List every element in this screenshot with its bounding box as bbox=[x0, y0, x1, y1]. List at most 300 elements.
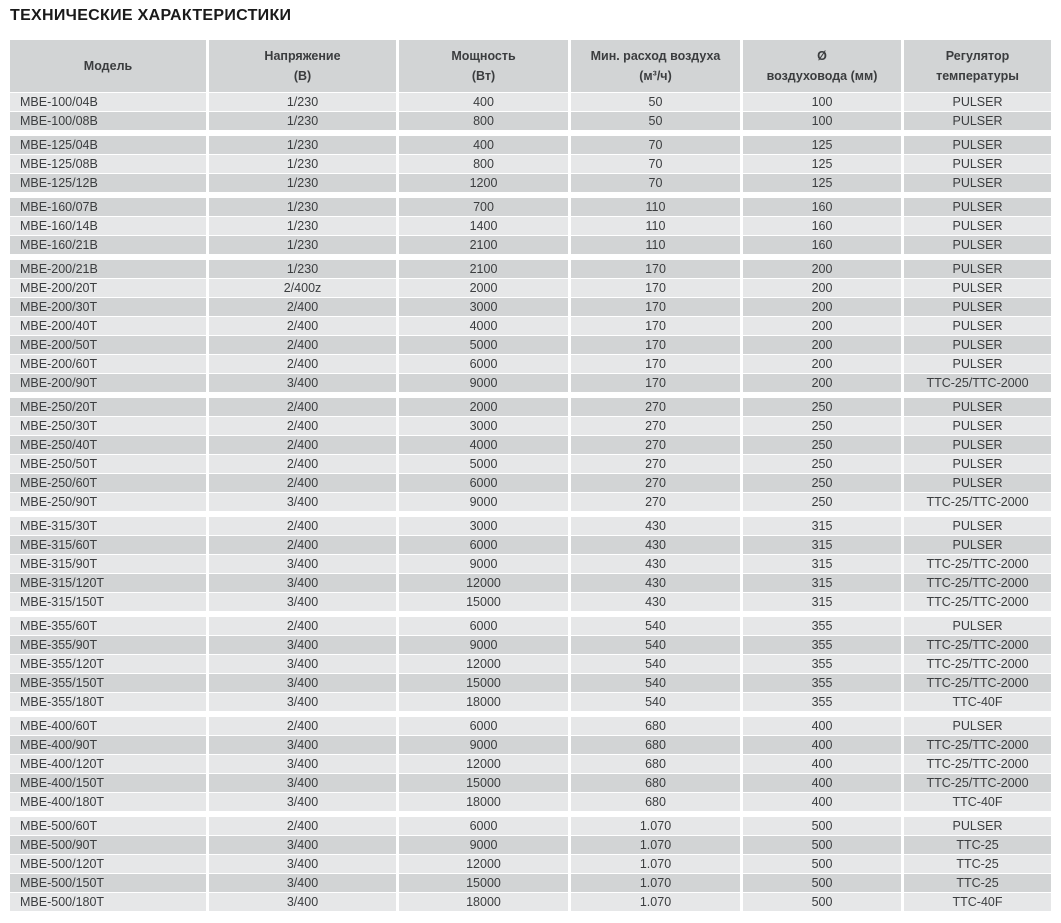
cell-airflow: 680 bbox=[571, 793, 740, 811]
table-row bbox=[10, 112, 1051, 130]
cell-regulator: PULSER bbox=[904, 93, 1051, 111]
cell-airflow: 170 bbox=[571, 317, 740, 335]
cell-diameter: 315 bbox=[743, 593, 901, 611]
cell-voltage: 3/400 bbox=[209, 793, 396, 811]
cell-diameter: 250 bbox=[743, 474, 901, 492]
cell-power: 9000 bbox=[399, 555, 568, 573]
cell-voltage: 2/400 bbox=[209, 536, 396, 554]
cell-power: 18000 bbox=[399, 693, 568, 711]
cell-model: MBE-160/14B bbox=[10, 217, 206, 235]
table-row bbox=[10, 593, 1051, 611]
cell-airflow: 270 bbox=[571, 398, 740, 416]
table-body bbox=[10, 93, 1051, 911]
cell-airflow: 70 bbox=[571, 136, 740, 154]
cell-voltage: 3/400 bbox=[209, 855, 396, 873]
cell-voltage: 2/400 bbox=[209, 317, 396, 335]
cell-voltage: 3/400 bbox=[209, 574, 396, 592]
column-header-line: Ø bbox=[817, 49, 827, 63]
cell-airflow: 680 bbox=[571, 736, 740, 754]
cell-voltage: 2/400 bbox=[209, 717, 396, 735]
cell-power: 2100 bbox=[399, 236, 568, 254]
cell-model: MBE-500/150T bbox=[10, 874, 206, 892]
table-row bbox=[10, 555, 1051, 573]
cell-regulator: PULSER bbox=[904, 474, 1051, 492]
cell-model: MBE-400/120T bbox=[10, 755, 206, 773]
cell-diameter: 355 bbox=[743, 693, 901, 711]
cell-airflow: 70 bbox=[571, 174, 740, 192]
cell-airflow: 50 bbox=[571, 112, 740, 130]
cell-model: MBE-355/90T bbox=[10, 636, 206, 654]
cell-airflow: 170 bbox=[571, 336, 740, 354]
cell-diameter: 355 bbox=[743, 617, 901, 635]
table-row bbox=[10, 717, 1051, 735]
table-row bbox=[10, 755, 1051, 773]
cell-power: 15000 bbox=[399, 593, 568, 611]
cell-model: MBE-500/60T bbox=[10, 817, 206, 835]
cell-regulator: PULSER bbox=[904, 355, 1051, 373]
cell-diameter: 160 bbox=[743, 236, 901, 254]
cell-model: MBE-355/60T bbox=[10, 617, 206, 635]
table-row bbox=[10, 693, 1051, 711]
cell-model: MBE-250/60T bbox=[10, 474, 206, 492]
table-row bbox=[10, 493, 1051, 511]
cell-model: MBE-250/40T bbox=[10, 436, 206, 454]
cell-regulator: TTC-25/TTC-2000 bbox=[904, 736, 1051, 754]
cell-regulator: TTC-25/TTC-2000 bbox=[904, 755, 1051, 773]
cell-regulator: PULSER bbox=[904, 155, 1051, 173]
table-row bbox=[10, 260, 1051, 278]
cell-voltage: 2/400 bbox=[209, 455, 396, 473]
spec-table bbox=[10, 40, 1051, 911]
column-header-regulator bbox=[904, 40, 1051, 92]
table-row bbox=[10, 436, 1051, 454]
cell-airflow: 430 bbox=[571, 574, 740, 592]
cell-voltage: 3/400 bbox=[209, 874, 396, 892]
cell-diameter: 400 bbox=[743, 736, 901, 754]
cell-diameter: 125 bbox=[743, 155, 901, 173]
cell-model: MBE-400/150T bbox=[10, 774, 206, 792]
cell-voltage: 1/230 bbox=[209, 155, 396, 173]
cell-power: 9000 bbox=[399, 374, 568, 392]
cell-power: 1200 bbox=[399, 174, 568, 192]
cell-voltage: 3/400 bbox=[209, 555, 396, 573]
cell-power: 9000 bbox=[399, 493, 568, 511]
cell-airflow: 70 bbox=[571, 155, 740, 173]
cell-regulator: TTC-25/TTC-2000 bbox=[904, 636, 1051, 654]
cell-power: 12000 bbox=[399, 574, 568, 592]
cell-voltage: 1/230 bbox=[209, 136, 396, 154]
cell-power: 6000 bbox=[399, 617, 568, 635]
table-row bbox=[10, 355, 1051, 373]
cell-airflow: 270 bbox=[571, 493, 740, 511]
cell-regulator: PULSER bbox=[904, 236, 1051, 254]
table-row bbox=[10, 198, 1051, 216]
row-group bbox=[10, 717, 1051, 811]
cell-regulator: TTC-25/TTC-2000 bbox=[904, 374, 1051, 392]
table-header-row bbox=[10, 40, 1051, 92]
cell-airflow: 1.070 bbox=[571, 836, 740, 854]
cell-model: MBE-315/150T bbox=[10, 593, 206, 611]
cell-voltage: 2/400 bbox=[209, 617, 396, 635]
cell-airflow: 270 bbox=[571, 474, 740, 492]
cell-power: 800 bbox=[399, 112, 568, 130]
cell-regulator: PULSER bbox=[904, 455, 1051, 473]
cell-power: 18000 bbox=[399, 793, 568, 811]
column-header-line: Мин. расход воздуха bbox=[590, 49, 721, 63]
cell-voltage: 3/400 bbox=[209, 893, 396, 911]
cell-airflow: 1.070 bbox=[571, 855, 740, 873]
column-header-line: Мощность bbox=[451, 49, 516, 63]
table-row bbox=[10, 855, 1051, 873]
cell-diameter: 200 bbox=[743, 355, 901, 373]
cell-power: 1400 bbox=[399, 217, 568, 235]
table-row bbox=[10, 674, 1051, 692]
cell-power: 12000 bbox=[399, 655, 568, 673]
cell-power: 5000 bbox=[399, 336, 568, 354]
cell-voltage: 2/400 bbox=[209, 398, 396, 416]
cell-diameter: 315 bbox=[743, 536, 901, 554]
cell-model: MBE-315/90T bbox=[10, 555, 206, 573]
cell-diameter: 200 bbox=[743, 374, 901, 392]
table-row bbox=[10, 279, 1051, 297]
cell-airflow: 50 bbox=[571, 93, 740, 111]
cell-diameter: 200 bbox=[743, 317, 901, 335]
table-row bbox=[10, 836, 1051, 854]
cell-power: 2000 bbox=[399, 279, 568, 297]
cell-regulator: PULSER bbox=[904, 517, 1051, 535]
cell-diameter: 500 bbox=[743, 817, 901, 835]
table-row bbox=[10, 174, 1051, 192]
cell-diameter: 500 bbox=[743, 855, 901, 873]
cell-regulator: TTC-40F bbox=[904, 793, 1051, 811]
table-row bbox=[10, 517, 1051, 535]
cell-model: MBE-250/90T bbox=[10, 493, 206, 511]
cell-voltage: 3/400 bbox=[209, 693, 396, 711]
cell-power: 18000 bbox=[399, 893, 568, 911]
cell-airflow: 540 bbox=[571, 693, 740, 711]
table-row bbox=[10, 93, 1051, 111]
table-row bbox=[10, 793, 1051, 811]
cell-power: 400 bbox=[399, 136, 568, 154]
column-header-diameter bbox=[743, 40, 901, 92]
cell-model: MBE-200/60T bbox=[10, 355, 206, 373]
cell-regulator: TTC-25/TTC-2000 bbox=[904, 555, 1051, 573]
cell-regulator: PULSER bbox=[904, 717, 1051, 735]
cell-power: 5000 bbox=[399, 455, 568, 473]
cell-model: MBE-125/12B bbox=[10, 174, 206, 192]
cell-regulator: TTC-25/TTC-2000 bbox=[904, 593, 1051, 611]
cell-voltage: 3/400 bbox=[209, 493, 396, 511]
cell-airflow: 430 bbox=[571, 593, 740, 611]
cell-power: 6000 bbox=[399, 355, 568, 373]
cell-voltage: 2/400 bbox=[209, 355, 396, 373]
column-header-line: Модель bbox=[83, 59, 133, 73]
cell-airflow: 540 bbox=[571, 655, 740, 673]
cell-model: MBE-250/30T bbox=[10, 417, 206, 435]
column-header-line: Регулятор bbox=[945, 49, 1010, 63]
cell-power: 4000 bbox=[399, 317, 568, 335]
cell-regulator: TTC-25/TTC-2000 bbox=[904, 674, 1051, 692]
cell-airflow: 170 bbox=[571, 355, 740, 373]
cell-diameter: 315 bbox=[743, 555, 901, 573]
cell-model: MBE-500/180T bbox=[10, 893, 206, 911]
cell-model: MBE-500/90T bbox=[10, 836, 206, 854]
cell-voltage: 3/400 bbox=[209, 593, 396, 611]
cell-airflow: 170 bbox=[571, 260, 740, 278]
cell-voltage: 3/400 bbox=[209, 655, 396, 673]
cell-power: 9000 bbox=[399, 736, 568, 754]
cell-voltage: 1/230 bbox=[209, 260, 396, 278]
cell-regulator: PULSER bbox=[904, 536, 1051, 554]
cell-airflow: 680 bbox=[571, 717, 740, 735]
row-group bbox=[10, 198, 1051, 254]
cell-model: MBE-355/180T bbox=[10, 693, 206, 711]
row-group bbox=[10, 817, 1051, 911]
cell-model: MBE-250/20T bbox=[10, 398, 206, 416]
cell-airflow: 680 bbox=[571, 755, 740, 773]
row-group bbox=[10, 93, 1051, 130]
cell-voltage: 1/230 bbox=[209, 217, 396, 235]
cell-model: MBE-355/120T bbox=[10, 655, 206, 673]
cell-regulator: PULSER bbox=[904, 112, 1051, 130]
cell-airflow: 110 bbox=[571, 217, 740, 235]
cell-airflow: 1.070 bbox=[571, 893, 740, 911]
row-group bbox=[10, 260, 1051, 392]
cell-regulator: TTC-40F bbox=[904, 893, 1051, 911]
row-group bbox=[10, 136, 1051, 192]
cell-power: 12000 bbox=[399, 755, 568, 773]
cell-voltage: 2/400 bbox=[209, 817, 396, 835]
table-row bbox=[10, 893, 1051, 911]
cell-regulator: TTC-25/TTC-2000 bbox=[904, 655, 1051, 673]
table-row bbox=[10, 455, 1051, 473]
cell-diameter: 500 bbox=[743, 874, 901, 892]
cell-voltage: 2/400 bbox=[209, 417, 396, 435]
cell-regulator: PULSER bbox=[904, 336, 1051, 354]
table-row bbox=[10, 774, 1051, 792]
cell-regulator: TTC-25/TTC-2000 bbox=[904, 493, 1051, 511]
cell-model: MBE-125/04B bbox=[10, 136, 206, 154]
column-header-line: (В) bbox=[293, 69, 312, 83]
cell-diameter: 125 bbox=[743, 174, 901, 192]
cell-model: MBE-500/120T bbox=[10, 855, 206, 873]
cell-airflow: 430 bbox=[571, 536, 740, 554]
table-row bbox=[10, 236, 1051, 254]
cell-power: 6000 bbox=[399, 817, 568, 835]
cell-diameter: 315 bbox=[743, 517, 901, 535]
cell-voltage: 2/400z bbox=[209, 279, 396, 297]
cell-voltage: 1/230 bbox=[209, 112, 396, 130]
cell-airflow: 540 bbox=[571, 617, 740, 635]
cell-model: MBE-200/50T bbox=[10, 336, 206, 354]
table-row bbox=[10, 817, 1051, 835]
cell-model: MBE-250/50T bbox=[10, 455, 206, 473]
cell-regulator: PULSER bbox=[904, 298, 1051, 316]
cell-voltage: 1/230 bbox=[209, 93, 396, 111]
cell-diameter: 160 bbox=[743, 217, 901, 235]
cell-diameter: 100 bbox=[743, 112, 901, 130]
cell-model: MBE-160/21B bbox=[10, 236, 206, 254]
cell-regulator: PULSER bbox=[904, 817, 1051, 835]
cell-power: 6000 bbox=[399, 717, 568, 735]
cell-power: 3000 bbox=[399, 517, 568, 535]
cell-airflow: 680 bbox=[571, 774, 740, 792]
cell-diameter: 100 bbox=[743, 93, 901, 111]
cell-power: 9000 bbox=[399, 836, 568, 854]
table-row bbox=[10, 317, 1051, 335]
cell-model: MBE-200/40T bbox=[10, 317, 206, 335]
cell-diameter: 355 bbox=[743, 674, 901, 692]
cell-voltage: 2/400 bbox=[209, 336, 396, 354]
cell-regulator: PULSER bbox=[904, 317, 1051, 335]
cell-airflow: 270 bbox=[571, 436, 740, 454]
cell-model: MBE-200/21B bbox=[10, 260, 206, 278]
cell-diameter: 200 bbox=[743, 336, 901, 354]
cell-model: MBE-100/04B bbox=[10, 93, 206, 111]
cell-power: 3000 bbox=[399, 298, 568, 316]
cell-airflow: 270 bbox=[571, 417, 740, 435]
cell-diameter: 200 bbox=[743, 298, 901, 316]
column-header-line: (Вт) bbox=[471, 69, 496, 83]
cell-voltage: 1/230 bbox=[209, 236, 396, 254]
cell-diameter: 355 bbox=[743, 655, 901, 673]
table-row bbox=[10, 536, 1051, 554]
cell-diameter: 250 bbox=[743, 493, 901, 511]
cell-model: MBE-200/30T bbox=[10, 298, 206, 316]
cell-diameter: 250 bbox=[743, 398, 901, 416]
cell-power: 400 bbox=[399, 93, 568, 111]
table-row bbox=[10, 636, 1051, 654]
cell-diameter: 500 bbox=[743, 836, 901, 854]
cell-voltage: 2/400 bbox=[209, 298, 396, 316]
cell-diameter: 400 bbox=[743, 774, 901, 792]
cell-regulator: PULSER bbox=[904, 417, 1051, 435]
column-header-model bbox=[10, 40, 206, 92]
cell-voltage: 3/400 bbox=[209, 774, 396, 792]
table-row bbox=[10, 136, 1051, 154]
cell-airflow: 430 bbox=[571, 517, 740, 535]
table-row bbox=[10, 655, 1051, 673]
cell-airflow: 170 bbox=[571, 374, 740, 392]
table-row bbox=[10, 336, 1051, 354]
cell-power: 15000 bbox=[399, 674, 568, 692]
cell-voltage: 2/400 bbox=[209, 436, 396, 454]
cell-voltage: 3/400 bbox=[209, 755, 396, 773]
cell-diameter: 500 bbox=[743, 893, 901, 911]
cell-voltage: 1/230 bbox=[209, 174, 396, 192]
cell-power: 800 bbox=[399, 155, 568, 173]
cell-diameter: 400 bbox=[743, 755, 901, 773]
column-header-line: Напряжение bbox=[264, 49, 341, 63]
table-row bbox=[10, 736, 1051, 754]
cell-regulator: TTC-25 bbox=[904, 874, 1051, 892]
cell-model: MBE-125/08B bbox=[10, 155, 206, 173]
cell-diameter: 125 bbox=[743, 136, 901, 154]
cell-model: MBE-160/07B bbox=[10, 198, 206, 216]
cell-airflow: 170 bbox=[571, 298, 740, 316]
cell-airflow: 1.070 bbox=[571, 874, 740, 892]
cell-model: MBE-100/08B bbox=[10, 112, 206, 130]
cell-airflow: 270 bbox=[571, 455, 740, 473]
column-header-power bbox=[399, 40, 568, 92]
cell-airflow: 110 bbox=[571, 198, 740, 216]
cell-airflow: 110 bbox=[571, 236, 740, 254]
cell-airflow: 170 bbox=[571, 279, 740, 297]
cell-model: MBE-200/20T bbox=[10, 279, 206, 297]
cell-model: MBE-400/60T bbox=[10, 717, 206, 735]
row-group bbox=[10, 398, 1051, 511]
cell-regulator: PULSER bbox=[904, 279, 1051, 297]
column-header-line: (м³/ч) bbox=[639, 69, 672, 83]
cell-power: 700 bbox=[399, 198, 568, 216]
cell-model: MBE-400/90T bbox=[10, 736, 206, 754]
cell-airflow: 540 bbox=[571, 636, 740, 654]
cell-diameter: 250 bbox=[743, 417, 901, 435]
cell-regulator: PULSER bbox=[904, 398, 1051, 416]
cell-power: 12000 bbox=[399, 855, 568, 873]
table-row bbox=[10, 474, 1051, 492]
table-row bbox=[10, 155, 1051, 173]
cell-power: 6000 bbox=[399, 536, 568, 554]
page-title: ТЕХНИЧЕСКИЕ ХАРАКТЕРИСТИКИ bbox=[10, 7, 292, 24]
cell-regulator: TTC-25 bbox=[904, 836, 1051, 854]
table-row bbox=[10, 298, 1051, 316]
cell-airflow: 540 bbox=[571, 674, 740, 692]
cell-diameter: 355 bbox=[743, 636, 901, 654]
cell-diameter: 400 bbox=[743, 793, 901, 811]
table-row bbox=[10, 417, 1051, 435]
cell-airflow: 1.070 bbox=[571, 817, 740, 835]
cell-power: 9000 bbox=[399, 636, 568, 654]
cell-regulator: TTC-25 bbox=[904, 855, 1051, 873]
cell-voltage: 2/400 bbox=[209, 474, 396, 492]
cell-model: MBE-315/120T bbox=[10, 574, 206, 592]
cell-power: 3000 bbox=[399, 417, 568, 435]
cell-voltage: 1/230 bbox=[209, 198, 396, 216]
cell-power: 2000 bbox=[399, 398, 568, 416]
cell-regulator: TTC-40F bbox=[904, 693, 1051, 711]
cell-diameter: 400 bbox=[743, 717, 901, 735]
cell-power: 2100 bbox=[399, 260, 568, 278]
cell-regulator: PULSER bbox=[904, 174, 1051, 192]
cell-power: 15000 bbox=[399, 774, 568, 792]
column-header-line: воздуховода (мм) bbox=[766, 69, 878, 83]
cell-regulator: PULSER bbox=[904, 260, 1051, 278]
cell-airflow: 430 bbox=[571, 555, 740, 573]
cell-regulator: PULSER bbox=[904, 436, 1051, 454]
cell-regulator: PULSER bbox=[904, 198, 1051, 216]
cell-diameter: 250 bbox=[743, 455, 901, 473]
table-row bbox=[10, 874, 1051, 892]
table-row bbox=[10, 574, 1051, 592]
cell-diameter: 160 bbox=[743, 198, 901, 216]
cell-model: MBE-315/60T bbox=[10, 536, 206, 554]
cell-model: MBE-355/150T bbox=[10, 674, 206, 692]
cell-model: MBE-200/90T bbox=[10, 374, 206, 392]
cell-diameter: 250 bbox=[743, 436, 901, 454]
table-row bbox=[10, 217, 1051, 235]
cell-regulator: TTC-25/TTC-2000 bbox=[904, 574, 1051, 592]
cell-voltage: 2/400 bbox=[209, 517, 396, 535]
column-header-line: температуры bbox=[936, 69, 1019, 83]
cell-regulator: TTC-25/TTC-2000 bbox=[904, 774, 1051, 792]
cell-regulator: PULSER bbox=[904, 217, 1051, 235]
row-group bbox=[10, 617, 1051, 711]
cell-voltage: 3/400 bbox=[209, 674, 396, 692]
table-row bbox=[10, 374, 1051, 392]
cell-voltage: 3/400 bbox=[209, 636, 396, 654]
row-group bbox=[10, 517, 1051, 611]
